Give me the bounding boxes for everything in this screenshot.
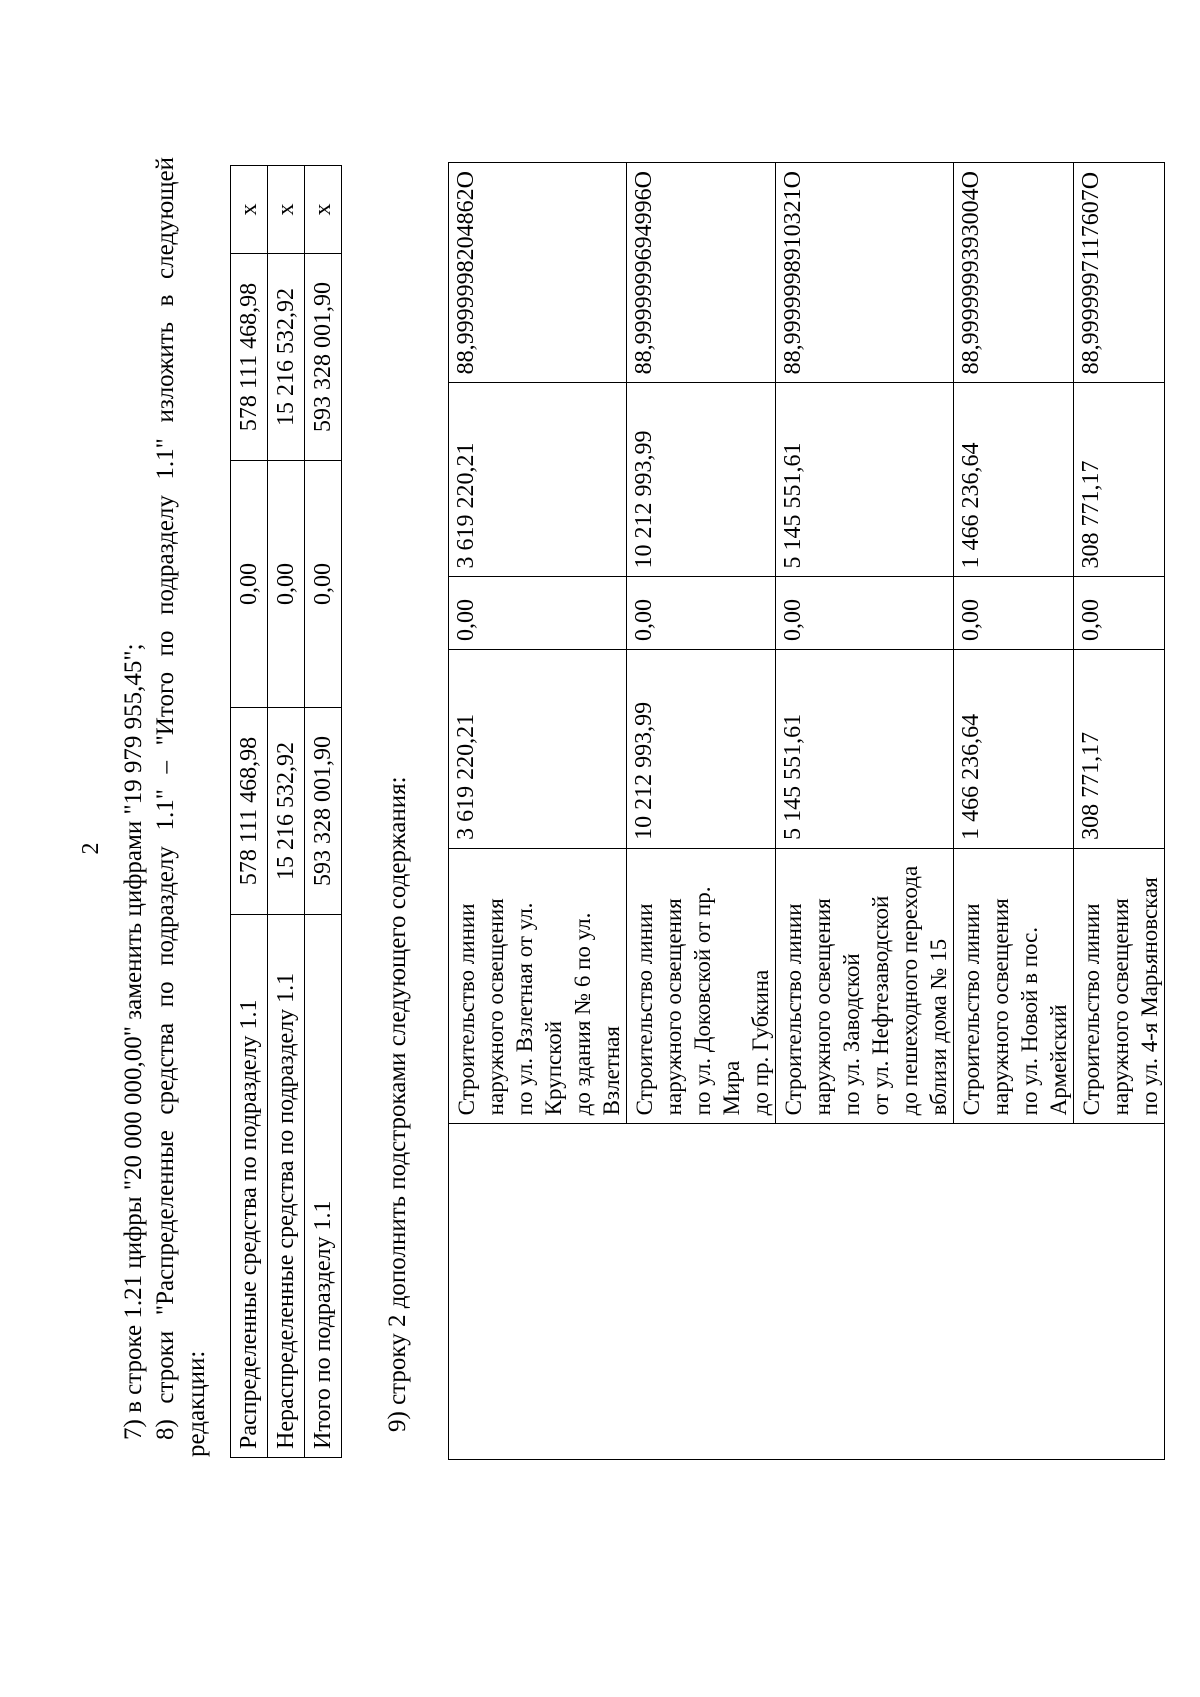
name-line: до здания № 6 по ул. Взлетная xyxy=(570,912,624,1116)
amount-cell: 15 216 532,92 xyxy=(268,254,305,461)
name-line: по ул. Новой в пос. Армейский xyxy=(1017,926,1071,1116)
mark-cell: x xyxy=(231,166,268,254)
name-line: Строительство линии xyxy=(959,903,984,1116)
project-name-cell xyxy=(449,848,627,1123)
paragraph-8-line-2: редакции: xyxy=(183,1350,210,1457)
name-line: по ул. Доковской от пр. Мира xyxy=(690,886,744,1116)
table-row xyxy=(268,166,305,1458)
amount-cell: 1 466 236,64 xyxy=(954,649,1074,848)
name-line: по ул. Взлетная от ул. Крупской xyxy=(512,902,566,1116)
percent-cell: 88,9999998204862О xyxy=(449,163,627,383)
percent-cell: 88,9999999694996О xyxy=(627,163,776,383)
amount-cell: 308 771,17 xyxy=(1074,383,1165,577)
amount-cell: 0,00 xyxy=(449,577,627,650)
name-line: по ул. Заводской xyxy=(839,953,864,1116)
amount-cell: 5 145 551,61 xyxy=(776,649,954,848)
percent-cell: 88,9999999393004О xyxy=(954,163,1074,383)
table-row xyxy=(305,166,342,1458)
subsection-totals-table xyxy=(230,165,342,1458)
name-line: до пр. Губкина xyxy=(748,969,773,1116)
name-line: наружного освещения xyxy=(810,898,835,1116)
amount-cell: 0,00 xyxy=(776,577,954,650)
mark-cell: x xyxy=(268,166,305,254)
amount-cell: 0,00 xyxy=(954,577,1074,650)
percent-cell: 88,9999998910321О xyxy=(776,163,954,383)
name-line: наружного освещения xyxy=(988,898,1013,1116)
project-name-cell xyxy=(954,848,1074,1123)
project-name-cell xyxy=(1074,848,1165,1123)
project-name-cell xyxy=(776,848,954,1123)
amount-cell: 0,00 xyxy=(231,461,268,708)
row-label: Нераспределенные средства по подразделу 1.1 xyxy=(268,915,305,1458)
paragraph-9: 9) строку 2 дополнить подстроками следующего содержания: xyxy=(384,776,411,1432)
amount-cell: 0,00 xyxy=(305,461,342,708)
name-line: вблизи дома № 15 xyxy=(926,938,951,1116)
name-line: наружного освещения xyxy=(661,898,686,1116)
amount-cell: 3 619 220,21 xyxy=(449,383,627,577)
name-line: Строительство линии xyxy=(781,903,806,1116)
name-line: Строительство линии xyxy=(454,903,479,1116)
paragraph-7: 7) в строке 1.21 цифры "20 000 000,00" заменить цифрами "19 979 955,45"; xyxy=(120,643,147,1440)
name-line: по ул. 4-я Марьяновская xyxy=(1137,877,1162,1116)
amount-cell: 593 328 001,90 xyxy=(305,254,342,461)
mark-cell: x xyxy=(305,166,342,254)
name-line: наружного освещения xyxy=(1108,898,1133,1116)
row-label: Итого по подразделу 1.1 xyxy=(305,915,342,1458)
name-line: наружного освещения xyxy=(483,898,508,1116)
amount-cell: 578 111 468,98 xyxy=(231,254,268,461)
amount-cell: 578 111 468,98 xyxy=(231,708,268,915)
page-number: 2 xyxy=(78,842,104,855)
amount-cell: 308 771,17 xyxy=(1074,649,1165,848)
table-row xyxy=(449,163,627,1460)
name-line: от ул. Нефтезаводской xyxy=(868,895,893,1116)
amount-cell: 1 466 236,64 xyxy=(954,383,1074,577)
amount-cell: 593 328 001,90 xyxy=(305,708,342,915)
empty-merged-cell xyxy=(449,1124,1165,1460)
paragraph-8 xyxy=(150,157,212,1457)
amount-cell: 10 212 993,99 xyxy=(627,383,776,577)
project-name-cell xyxy=(627,848,776,1123)
amount-cell: 0,00 xyxy=(627,577,776,650)
amount-cell: 0,00 xyxy=(1074,577,1165,650)
amount-cell: 15 216 532,92 xyxy=(268,708,305,915)
table-row xyxy=(231,166,268,1458)
row-label: Распределенные средства по подразделу 1.1 xyxy=(231,915,268,1458)
name-line: Строительство линии xyxy=(632,903,657,1116)
amount-cell: 5 145 551,61 xyxy=(776,383,954,577)
amount-cell: 3 619 220,21 xyxy=(449,649,627,848)
amount-cell: 0,00 xyxy=(268,461,305,708)
lighting-construction-table xyxy=(448,162,1165,1460)
amount-cell: 10 212 993,99 xyxy=(627,649,776,848)
percent-cell: 88,9999997117607О xyxy=(1074,163,1165,383)
name-line: до пешеходного перехода xyxy=(897,865,922,1116)
name-line: Строительство линии xyxy=(1079,903,1104,1116)
paragraph-8-line-1: 8) строки "Распределенные средства по подразделу 1.1" – "Итого по подразделу 1.1" изложить в следующей xyxy=(152,157,179,1440)
